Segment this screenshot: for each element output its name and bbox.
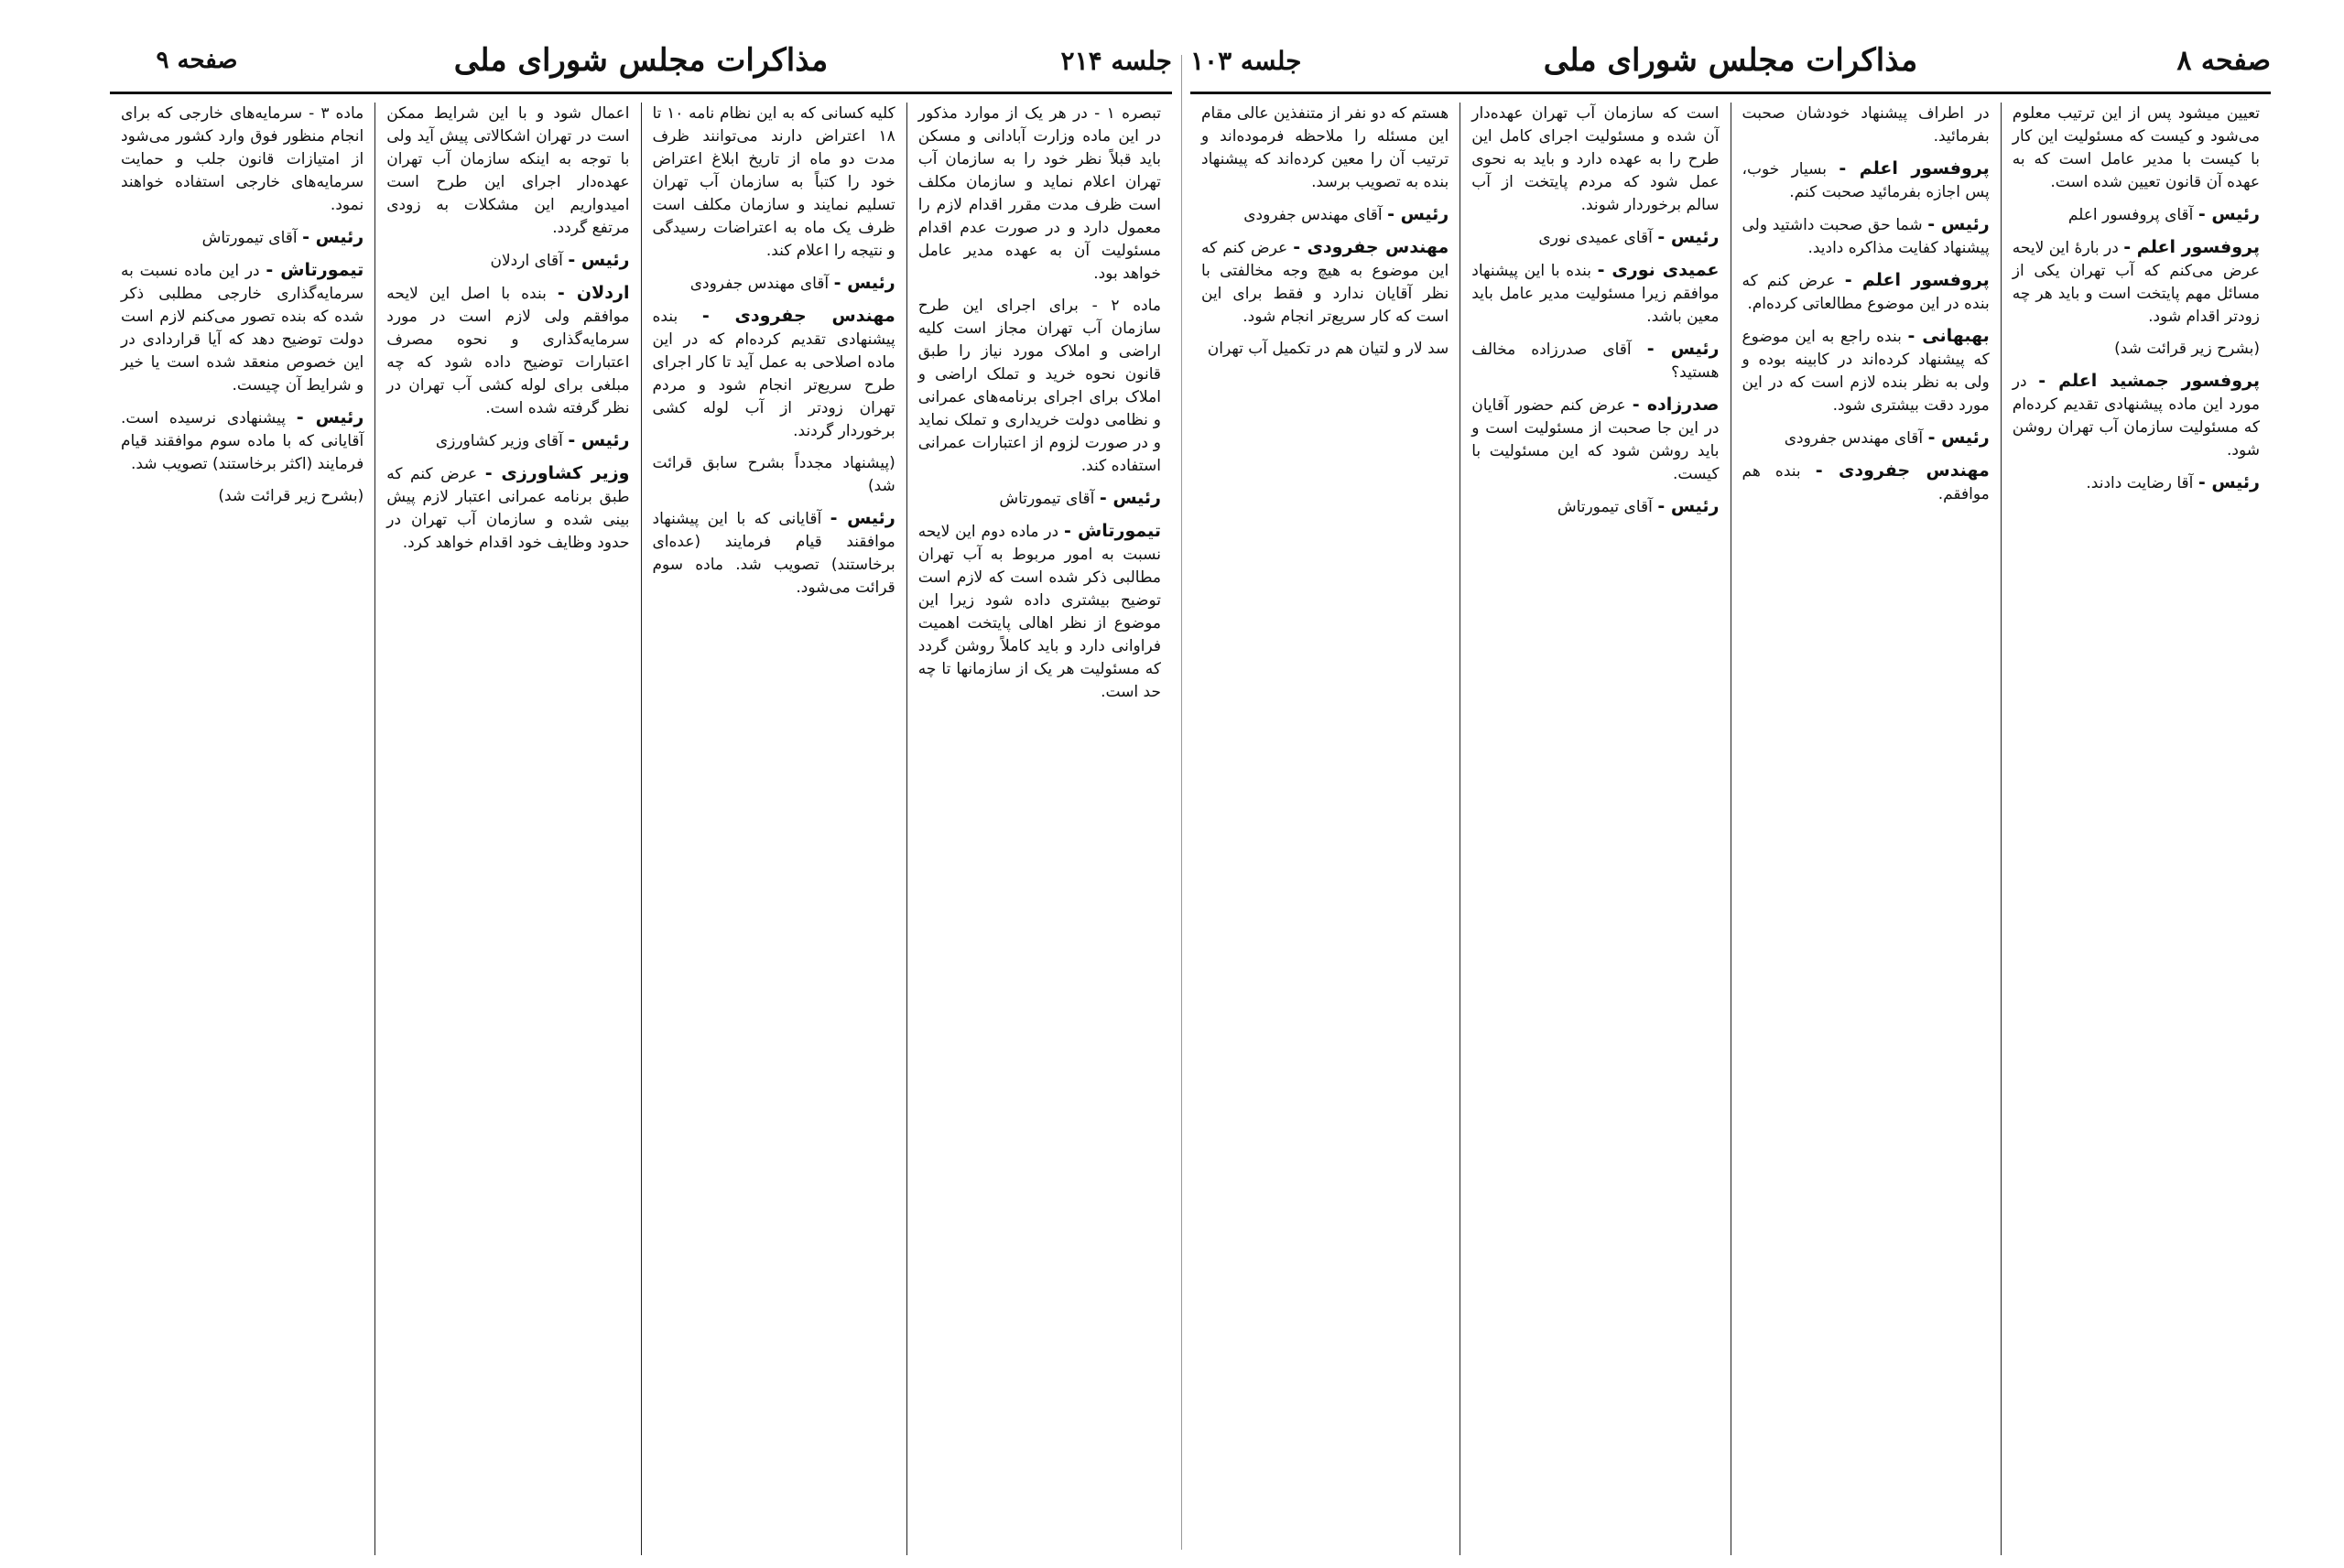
paragraph-text: (بشرح زیر قرائت شد): [2114, 340, 2260, 358]
paragraph: [1471, 495, 1719, 519]
paragraph: [2013, 236, 2260, 329]
paragraph-text: بسیار خوب، پس اجازه بفرمائید صحبت کنم.: [1742, 160, 1990, 201]
paragraph-text: در مورد این ماده پیشنهادی تقدیم کرده‌ام که مسئولیت سازمان آب تهران روشن شود.: [2012, 373, 2260, 460]
paragraph-text: تعیین میشود پس از این ترتیب معلوم می‌شود و کیست که مسئولیت این کار با کیست با مدیر عامل است که به عهده آن قانون تعیین شده است.: [2012, 104, 2260, 191]
paragraph: [1201, 203, 1449, 227]
paragraph: [121, 103, 364, 217]
speaker-name: پروفسور اعلم -: [1844, 270, 1990, 290]
paragraph: [2013, 203, 2260, 227]
text-column: [1731, 103, 2001, 1555]
paragraph-text: ماده ۲ - برای اجرای این طرح سازمان آب تهران مجاز است کلیه اراضی و املاک مورد نیاز را طبق قانون نحوه خرید و تملک اراضی و املاک برای اجرای برنامه‌های عمرانی و نظامی دولت خریداری و تملک نماید و در صورت لزوم از اعتبارات عمرانی استفاده کند.: [917, 297, 1161, 475]
paragraph: [1471, 338, 1719, 384]
paragraph-text: عرض کنم که این موضوع به هیچ وجه مخالفتی با نظر آقایان ندارد و فقط برای این است که کار سریع‌تر انجام شود.: [1201, 239, 1449, 326]
paragraph-text: آقای صدرزاده مخالف هستید؟: [1471, 341, 1720, 382]
text-column: [641, 103, 906, 1555]
paragraph-text: است که سازمان آب تهران عهده‌دار آن شده و مسئولیت اجرای کامل این طرح را به عهده دارد و باید به نحوی عمل شود که مردم پایتخت از آب سالم برخوردار شوند.: [1471, 104, 1720, 214]
paragraph-text: بنده با اصل این لایحه موافقم ولی لازم است در مورد سرمایه‌گذاری و نحوه مصرف اعتبارات توضیح داده شود که چه مبلغی برای لوله کشی آب تهران در نظر گرفته شده است.: [386, 285, 630, 417]
paragraph: [121, 226, 364, 250]
speaker-name: تیمورتاش -: [1064, 521, 1161, 541]
paragraph-text: بنده هم موافقم.: [1742, 462, 1990, 503]
paragraph-text: آقایانی که با این پیشنهاد موافقند قیام فرمایند (عده‌ای برخاستند) تصویب شد. ماده سوم قرائت می‌شود.: [652, 510, 895, 597]
paragraph: [653, 272, 895, 296]
paragraph: [121, 406, 364, 476]
paragraph-text: سد لار و لتیان هم در تکمیل آب تهران: [1207, 340, 1449, 358]
speaker-name: بهبهانی -: [1907, 326, 1990, 346]
paragraph: [653, 507, 895, 600]
text-column: [1190, 103, 1460, 1555]
paragraph-text: آقای وزیر کشاورزی: [435, 432, 563, 450]
paragraph-text: اعمال شود و با این شرایط ممکن است در تهران اشکالاتی پیش آید ولی با توجه به اینکه سازمان آب تهران عهده‌دار اجرای این طرح است امیدواریم این مشکلات به زودی مرتفع گردد.: [386, 104, 630, 237]
paragraph-text: کلیه کسانی که به این نظام نامه ۱۰ تا ۱۸ اعتراض دارند می‌توانند ظرف مدت دو ماه از تاریخ ابلاغ اعتراض خود را کتباً به سازمان آب تهران تسلیم نمایند و سازمان مکلف است ظرف یک ماه به اعتراضات رسیدگی و نتیجه را اعلام کند.: [652, 104, 895, 260]
paragraph-text: آقای تیمورتاش: [999, 490, 1095, 508]
paragraph: [121, 259, 364, 397]
paragraph: [1742, 427, 1990, 450]
text-column: [374, 103, 640, 1555]
speaker-name: رئیس -: [568, 250, 630, 270]
page-gutter: [1181, 55, 1182, 1550]
left-columns: [110, 103, 1172, 1555]
paragraph-text: در این ماده نسبت به سرمایه‌گذاری خارجی مطلبی ذکر شده که بنده تصور می‌کنم لازم است دولت توضیح دهد که آیا قراردادی در این خصوص منعقد شده است یا خیر و شرایط آن چیست.: [121, 262, 364, 395]
paragraph-text: ماده ۳ - سرمایه‌های خارجی که برای انجام منظور فوق وارد کشور می‌شود از امتیازات قانون جلب و حمایت سرمایه‌های خارجی استفاده خواهند نمود.: [121, 104, 364, 214]
paragraph: [1471, 394, 1719, 486]
speaker-name: پروفسور اعلم -: [1839, 158, 1990, 178]
speaker-name: رئیس -: [830, 508, 895, 528]
speaker-name: رئیس -: [1657, 227, 1720, 247]
page-title: مذاکرات مجلس شورای ملی: [1543, 42, 1918, 79]
paragraph: [1742, 213, 1990, 260]
paragraph: [1471, 103, 1719, 217]
speaker-name: اردلان -: [557, 283, 630, 303]
speaker-name: رئیس -: [296, 407, 364, 427]
paragraph-text: آقای پروفسور اعلم: [2067, 206, 2194, 224]
paragraph: [2013, 471, 2260, 495]
header-rule: [1190, 92, 2271, 94]
paragraph-text: (پیشنهاد مجدداً بشرح سابق قرائت شد): [652, 454, 895, 495]
paragraph-text: آقای مهندس جفرودی: [1243, 206, 1383, 224]
paragraph: [386, 429, 629, 453]
paragraph: [386, 249, 629, 273]
paragraph: [121, 485, 364, 508]
paragraph-text: در ماده دوم این لایحه نسبت به امور مربوط به آب تهران مطالبی ذکر شده است که لازم است توضیح بیشتری داده شود زیرا این موضوع از نظر اهالی پایتخت اهمیت فراوانی دارد و باید کاملاً روشن گردد که مسئولیت هر یک از سازمانها تا چه حد است.: [917, 523, 1161, 701]
paragraph: [1742, 157, 1990, 204]
paragraph-text: بنده راجع به این موضوع که پیشنهاد کرده‌اند در کابینه بوده و ولی به نظر بنده لازم است که در این مورد دقت بیشتری شود.: [1742, 328, 1990, 415]
speaker-name: رئیس -: [833, 273, 895, 293]
paragraph-text: آقای تیمورتاش: [201, 229, 298, 247]
page-title: مذاکرات مجلس شورای ملی: [453, 42, 829, 79]
paragraph: [386, 103, 629, 240]
paragraph: [1201, 338, 1449, 361]
paragraph: [1471, 226, 1719, 250]
speaker-name: رئیس -: [568, 430, 630, 450]
paragraph: [1742, 269, 1990, 316]
speaker-name: پروفسور اعلم -: [2123, 237, 2260, 257]
paragraph: [1201, 103, 1449, 194]
speaker-name: رئیس -: [2198, 204, 2260, 224]
session-number: جلسه ۱۰۳: [1190, 45, 1302, 76]
page-number: صفحه ۹: [156, 47, 238, 74]
session-number: جلسه ۲۱۴: [1060, 45, 1172, 76]
speaker-name: عمیدی نوری -: [1597, 260, 1720, 280]
speaker-name: صدرزاده -: [1632, 395, 1720, 415]
paragraph: [2013, 103, 2260, 194]
paragraph: [1742, 460, 1990, 506]
header-rule: [110, 92, 1172, 94]
right-page: [1190, 0, 2271, 1568]
paragraph-text: عرض کنم که بنده در این موضوع مطالعاتی کرده‌ام.: [1742, 272, 1990, 313]
speaker-name: رئیس -: [1927, 427, 1990, 448]
text-column: [1460, 103, 1730, 1555]
speaker-name: رئیس -: [1387, 204, 1449, 224]
paragraph: [386, 462, 629, 555]
speaker-name: تیمورتاش -: [266, 260, 364, 280]
paragraph-text: (بشرح زیر قرائت شد): [218, 487, 364, 505]
paragraph: [1742, 103, 1990, 148]
paragraph-text: آقای مهندس جفرودی: [1784, 429, 1924, 448]
paragraph: [918, 520, 1161, 704]
text-column: [906, 103, 1172, 1555]
paragraph: [1471, 259, 1719, 329]
paragraph-text: عرض کنم که طبق برنامه عمرانی اعتبار لازم پیش بینی شده و سازمان آب تهران در حدود وظایف خود اقدام خواهد کرد.: [386, 465, 630, 552]
text-column: [110, 103, 374, 1555]
speaker-name: رئیس -: [2198, 472, 2260, 492]
paragraph-text: آقای عمیدی نوری: [1538, 229, 1653, 247]
paragraph: [653, 103, 895, 263]
left-page-header: [110, 33, 1172, 88]
paragraph-text: آقای تیمورتاش: [1557, 498, 1653, 516]
paragraph: [1201, 236, 1449, 329]
speaker-name: پروفسور جمشید اعلم -: [2038, 371, 2260, 391]
paragraph-text: آقای مهندس جفرودی: [689, 275, 830, 293]
speaker-name: رئیس -: [1657, 496, 1720, 516]
left-page: [110, 0, 1172, 1568]
speaker-name: مهندس جفرودی -: [1815, 460, 1990, 481]
paragraph-text: عرض کنم حضور آقایان در این جا صحبت از مسئولیت است و باید روشن شود که این مسئولیت با کیست.: [1471, 396, 1720, 483]
paragraph: [2013, 338, 2260, 361]
speaker-name: رئیس -: [1646, 339, 1720, 359]
paragraph-text: هستم که دو نفر از متنفذین عالی مقام این مسئله را ملاحظه فرموده‌اند و ترتیب آن را معین کرده‌اند که پیشنهاد بنده به تصویب برسد.: [1201, 104, 1449, 191]
text-column: [2001, 103, 2271, 1555]
paragraph: [918, 295, 1161, 478]
paragraph: [653, 305, 895, 443]
speaker-name: رئیس -: [1927, 214, 1990, 234]
paragraph-text: در بارهٔ این لایحه عرض می‌کنم که آب تهران یکی از مسائل مهم پایتخت است و باید هر چه زودتر اقدام شود.: [2012, 239, 2260, 326]
paragraph-text: آقای اردلان: [490, 252, 563, 270]
page-number: صفحه ۸: [2176, 44, 2271, 77]
paragraph-text: آقا رضایت دادند.: [2086, 474, 2194, 492]
paragraph-text: تبصره ۱ - در هر یک از موارد مذکور در این ماده وزارت آبادانی و مسکن باید قبلاً نظر خود را به سازمان آب تهران اعلام نماید و سازمان مکلف است ظرف مدت مقرر اقدام لازم را معمول دارد و در صورت عدم اقدام مسئولیت آن به عهده مدیر عامل خواهد بود.: [917, 104, 1161, 283]
paragraph: [1742, 325, 1990, 417]
paragraph: [386, 282, 629, 420]
right-columns: [1190, 103, 2271, 1555]
speaker-name: وزیر کشاورزی -: [484, 463, 630, 483]
paragraph: [2013, 370, 2260, 462]
paragraph-text: بنده پیشنهادی تقدیم کرده‌ام که در این ماده اصلاحی به عمل آید تا کار اجرای طرح سریع‌تر انجام شود و مردم تهران زودتر از آب لوله کشی برخوردار گردند.: [652, 308, 895, 440]
speaker-name: مهندس جفرودی -: [1293, 237, 1449, 257]
speaker-name: رئیس -: [1099, 488, 1161, 508]
speaker-name: رئیس -: [302, 227, 364, 247]
paragraph-text: پیشنهادی نرسیده است. آقایانی که با ماده سوم موافقند قیام فرمایند (اکثر برخاستند) تصویب شد.: [121, 409, 364, 473]
speaker-name: مهندس جفرودی -: [701, 306, 895, 326]
paragraph: [918, 103, 1161, 286]
paragraph-text: بنده با این پیشنهاد موافقم زیرا مسئولیت مدیر عامل باید معین باشد.: [1471, 262, 1720, 326]
paragraph: [918, 487, 1161, 511]
right-page-header: [1190, 33, 2271, 88]
paragraph-text: در اطراف پیشنهاد خودشان صحبت بفرمائید.: [1742, 104, 1990, 146]
paragraph-text: شما حق صحبت داشتید ولی پیشنهاد کفایت مذاکره دادید.: [1742, 216, 1990, 257]
paragraph: [653, 452, 895, 498]
